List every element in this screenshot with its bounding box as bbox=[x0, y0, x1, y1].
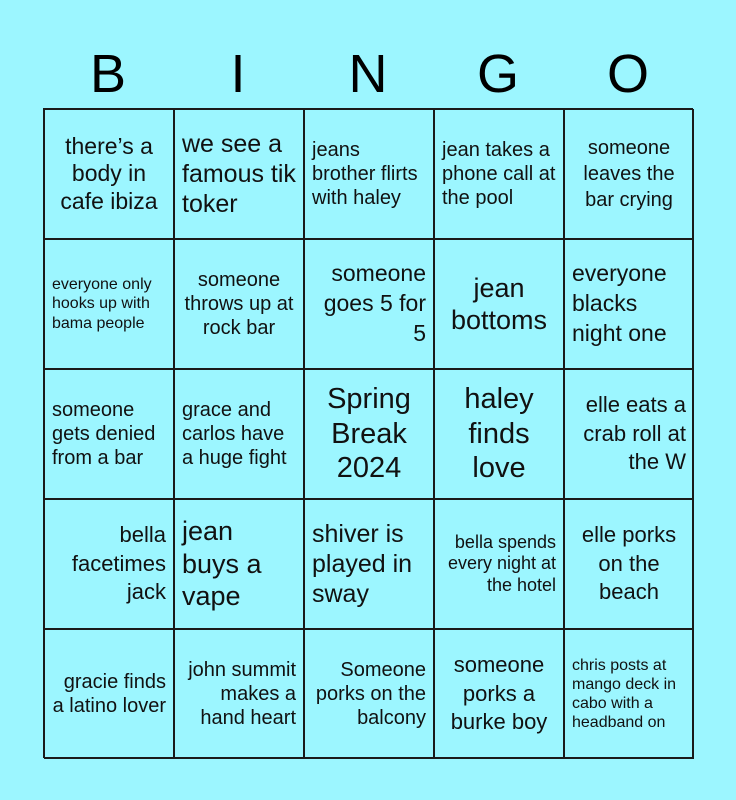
bingo-cell-r5c4[interactable] bbox=[434, 629, 564, 759]
cell-text: Someone porks on the balcony bbox=[315, 659, 426, 729]
cell-text: someone throws up at rock bar bbox=[184, 269, 294, 339]
bingo-cell-r3c2[interactable] bbox=[174, 369, 304, 499]
bingo-cell-r1c3[interactable] bbox=[304, 109, 434, 239]
bingo-cell-r1c4[interactable] bbox=[434, 109, 564, 239]
bingo-cell-r2c1[interactable] bbox=[44, 239, 174, 369]
cell-text: grace and carlos have a huge fight bbox=[182, 399, 287, 469]
cell-text: bella facetimes jack bbox=[71, 522, 166, 605]
bingo-cell-r2c2[interactable] bbox=[174, 239, 304, 369]
cell-text: someone goes 5 for 5 bbox=[323, 260, 426, 346]
bingo-cell-r1c1[interactable] bbox=[44, 109, 174, 239]
cell-text: elle porks on the beach bbox=[581, 522, 677, 605]
bingo-cell-r3c1[interactable] bbox=[44, 369, 174, 499]
bingo-cell-r4c3[interactable] bbox=[304, 499, 434, 629]
bingo-cell-r4c2[interactable] bbox=[174, 499, 304, 629]
cell-text: jean takes a phone call at the pool bbox=[442, 139, 556, 209]
bingo-cell-r1c2[interactable] bbox=[174, 109, 304, 239]
bingo-cell-r5c1[interactable] bbox=[44, 629, 174, 759]
cell-text: everyone only hooks up with bama people bbox=[52, 276, 152, 332]
bingo-cell-r3c5[interactable] bbox=[564, 369, 694, 499]
cell-text: we see a famous tik toker bbox=[182, 130, 296, 218]
cell-text: someone gets denied from a bar bbox=[52, 399, 156, 469]
bingo-cell-r4c4[interactable] bbox=[434, 499, 564, 629]
cell-text: someone porks a burke boy bbox=[450, 652, 548, 735]
bingo-cell-r2c4[interactable] bbox=[434, 239, 564, 369]
bingo-cell-r4c1[interactable] bbox=[44, 499, 174, 629]
cell-text: gracie finds a latino lover bbox=[52, 671, 166, 717]
bingo-cell-r5c3[interactable] bbox=[304, 629, 434, 759]
free-space[interactable] bbox=[304, 369, 434, 499]
header-letter-o: O bbox=[606, 44, 649, 104]
cell-text: there’s a body in cafe ibiza bbox=[60, 132, 158, 214]
header-letter-i: I bbox=[230, 44, 246, 104]
cell-text: john summit makes a hand heart bbox=[188, 659, 296, 729]
cell-text: haley finds love bbox=[464, 382, 534, 485]
cell-text: jean buys a vape bbox=[182, 516, 262, 612]
cell-text: someone leaves the bar crying bbox=[583, 137, 675, 211]
cell-text: bella spends every night at the hotel bbox=[447, 531, 556, 595]
header-letter-g: G bbox=[476, 44, 519, 104]
bingo-cell-r2c5[interactable] bbox=[564, 239, 694, 369]
bingo-cell-r5c2[interactable] bbox=[174, 629, 304, 759]
cell-text: elle eats a crab roll at the W bbox=[583, 392, 686, 475]
cell-text: everyone blacks night one bbox=[572, 260, 667, 346]
cell-text: jeans brother flirts with haley bbox=[312, 139, 418, 209]
header-letter-n: N bbox=[348, 44, 388, 104]
free-space-text: Spring Break 2024 bbox=[327, 382, 411, 485]
header-letter-b: B bbox=[89, 44, 127, 104]
bingo-cell-r2c3[interactable] bbox=[304, 239, 434, 369]
bingo-header bbox=[43, 40, 693, 108]
bingo-board bbox=[43, 108, 693, 758]
bingo-cell-r1c5[interactable] bbox=[564, 109, 694, 239]
cell-text: chris posts at mango deck in cabo with a headband on bbox=[572, 656, 677, 732]
bingo-cell-r4c5[interactable] bbox=[564, 499, 694, 629]
cell-text: shiver is played in sway bbox=[312, 520, 413, 608]
cell-text: jean bottoms bbox=[450, 272, 548, 335]
bingo-cell-r5c5[interactable] bbox=[564, 629, 694, 759]
bingo-cell-r3c4[interactable] bbox=[434, 369, 564, 499]
